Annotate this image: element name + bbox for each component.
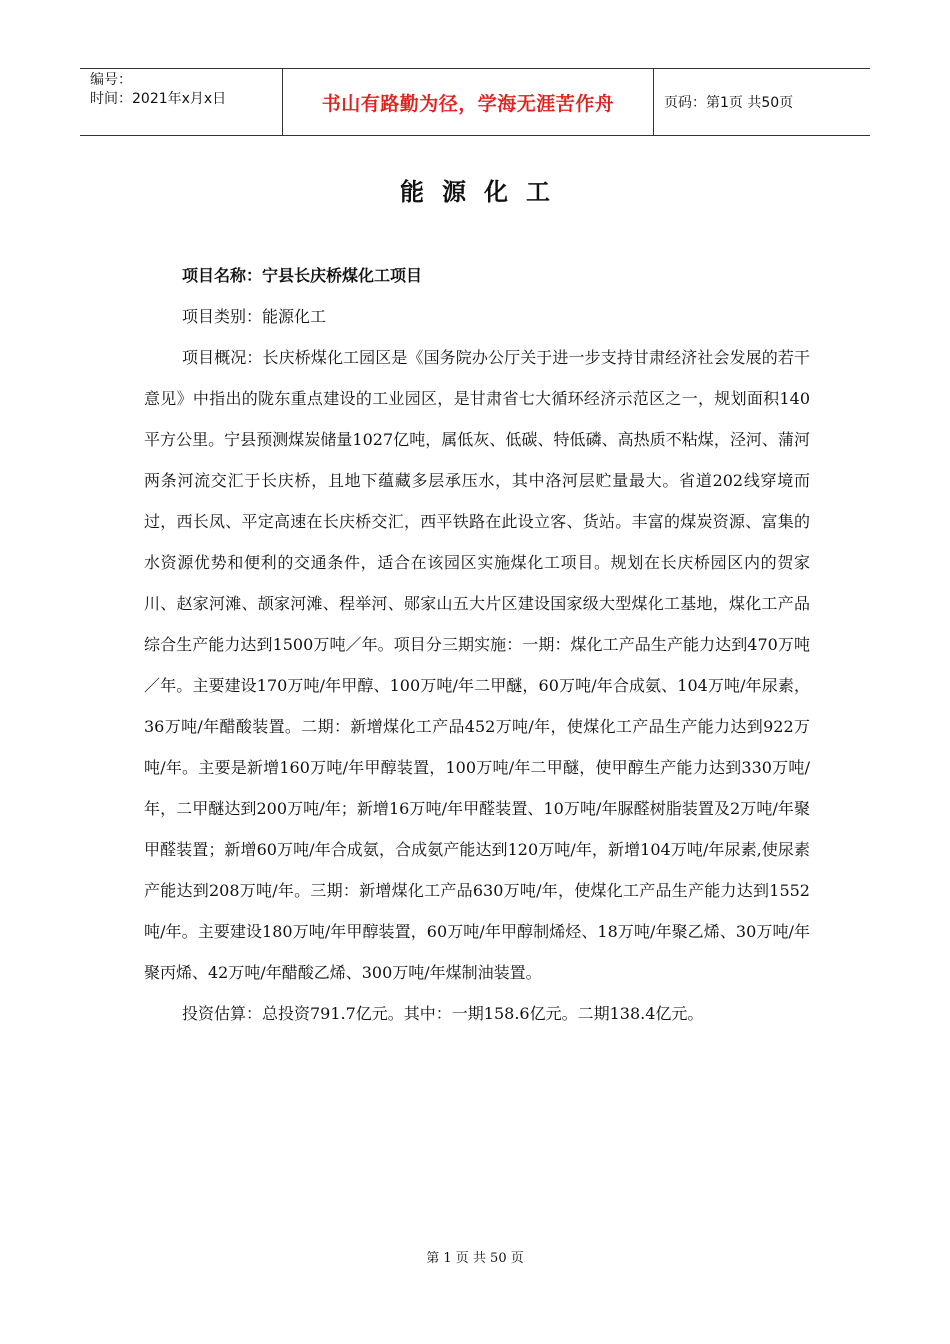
investment-estimate: 投资估算：总投资791.7亿元。其中：一期158.6亿元。二期138.4亿元。 [182, 1004, 704, 1023]
header-meta [80, 69, 282, 135]
header-motto: 书山有路勤为径，学海无涯苦作舟 [282, 69, 654, 135]
header-page-code: 页码：第1页 共50页 [664, 95, 794, 111]
document-title: 能源化工 [400, 178, 568, 206]
page-footer: 第 1 页 共 50 页 [426, 1251, 524, 1266]
document-code-label: 编号： [90, 72, 132, 88]
project-type: 项目类别：能源化工 [182, 307, 327, 326]
document-header [80, 68, 870, 136]
document-body [144, 255, 810, 1034]
document-time: 时间：2021年x月x日 [90, 91, 227, 107]
project-overview: 项目概况：长庆桥煤化工园区是《国务院办公厅关于进一步支持甘肃经济社会发展的若干意见》中指出的陇东重点建设的工业园区，是甘肃省七大循环经济示范区之一，规划面积140平方公里。宁县预测煤炭储量1027亿吨，属低灰、低碳、特低磷、高热质不粘煤，泾河、蒲河两条河流交汇于长庆桥，且地下蕴藏多层承压水，其中洛河层贮量最大。省道202线穿境而过，西长凤、平定高速在长庆桥交汇，西平铁路在此设立客、货站。丰富的煤炭资源、富集的水资源优势和便利的交通条件，适合在该园区实施煤化工项目。规划在长庆桥园区内的贺家川、赵家河滩、颉家河滩、程举河、郧家山五大片区建设国家级大型煤化工基地，煤化工产品综合生产能力达到1500万吨／年。项目分三期实施：一期：煤化工产品生产能力达到470万吨／年。主要建设170万吨/年甲醇、100万吨/年二甲醚，60万吨/年合成氨、104万吨/年尿素，36万吨/年醋酸装置。二期：新增煤化工产品452万吨/年，使煤化工产品生产能力达到922万吨/年。主要是新增160万吨/年甲醇装置，100万吨/年二甲醚，使甲醇生产能力达到330万吨/年，二甲醚达到200万吨/年；新增16万吨/年甲醛装置、10万吨/年脲醛树脂装置及2万吨/年聚甲醛装置；新增60万吨/年合成氨，合成氨产能达到120万吨/年，新增104万吨/年尿素,使尿素产能达到208万吨/年。三期：新增煤化工产品630万吨/年，使煤化工产品生产能力达到1552吨/年。主要建设180万吨/年甲醇装置，60万吨/年甲醇制烯烃、18万吨/年聚乙烯、30万吨/年聚丙烯、42万吨/年醋酸乙烯、300万吨/年煤制油装置。 [144, 348, 810, 982]
project-name: 项目名称：宁县长庆桥煤化工项目 [182, 266, 423, 285]
